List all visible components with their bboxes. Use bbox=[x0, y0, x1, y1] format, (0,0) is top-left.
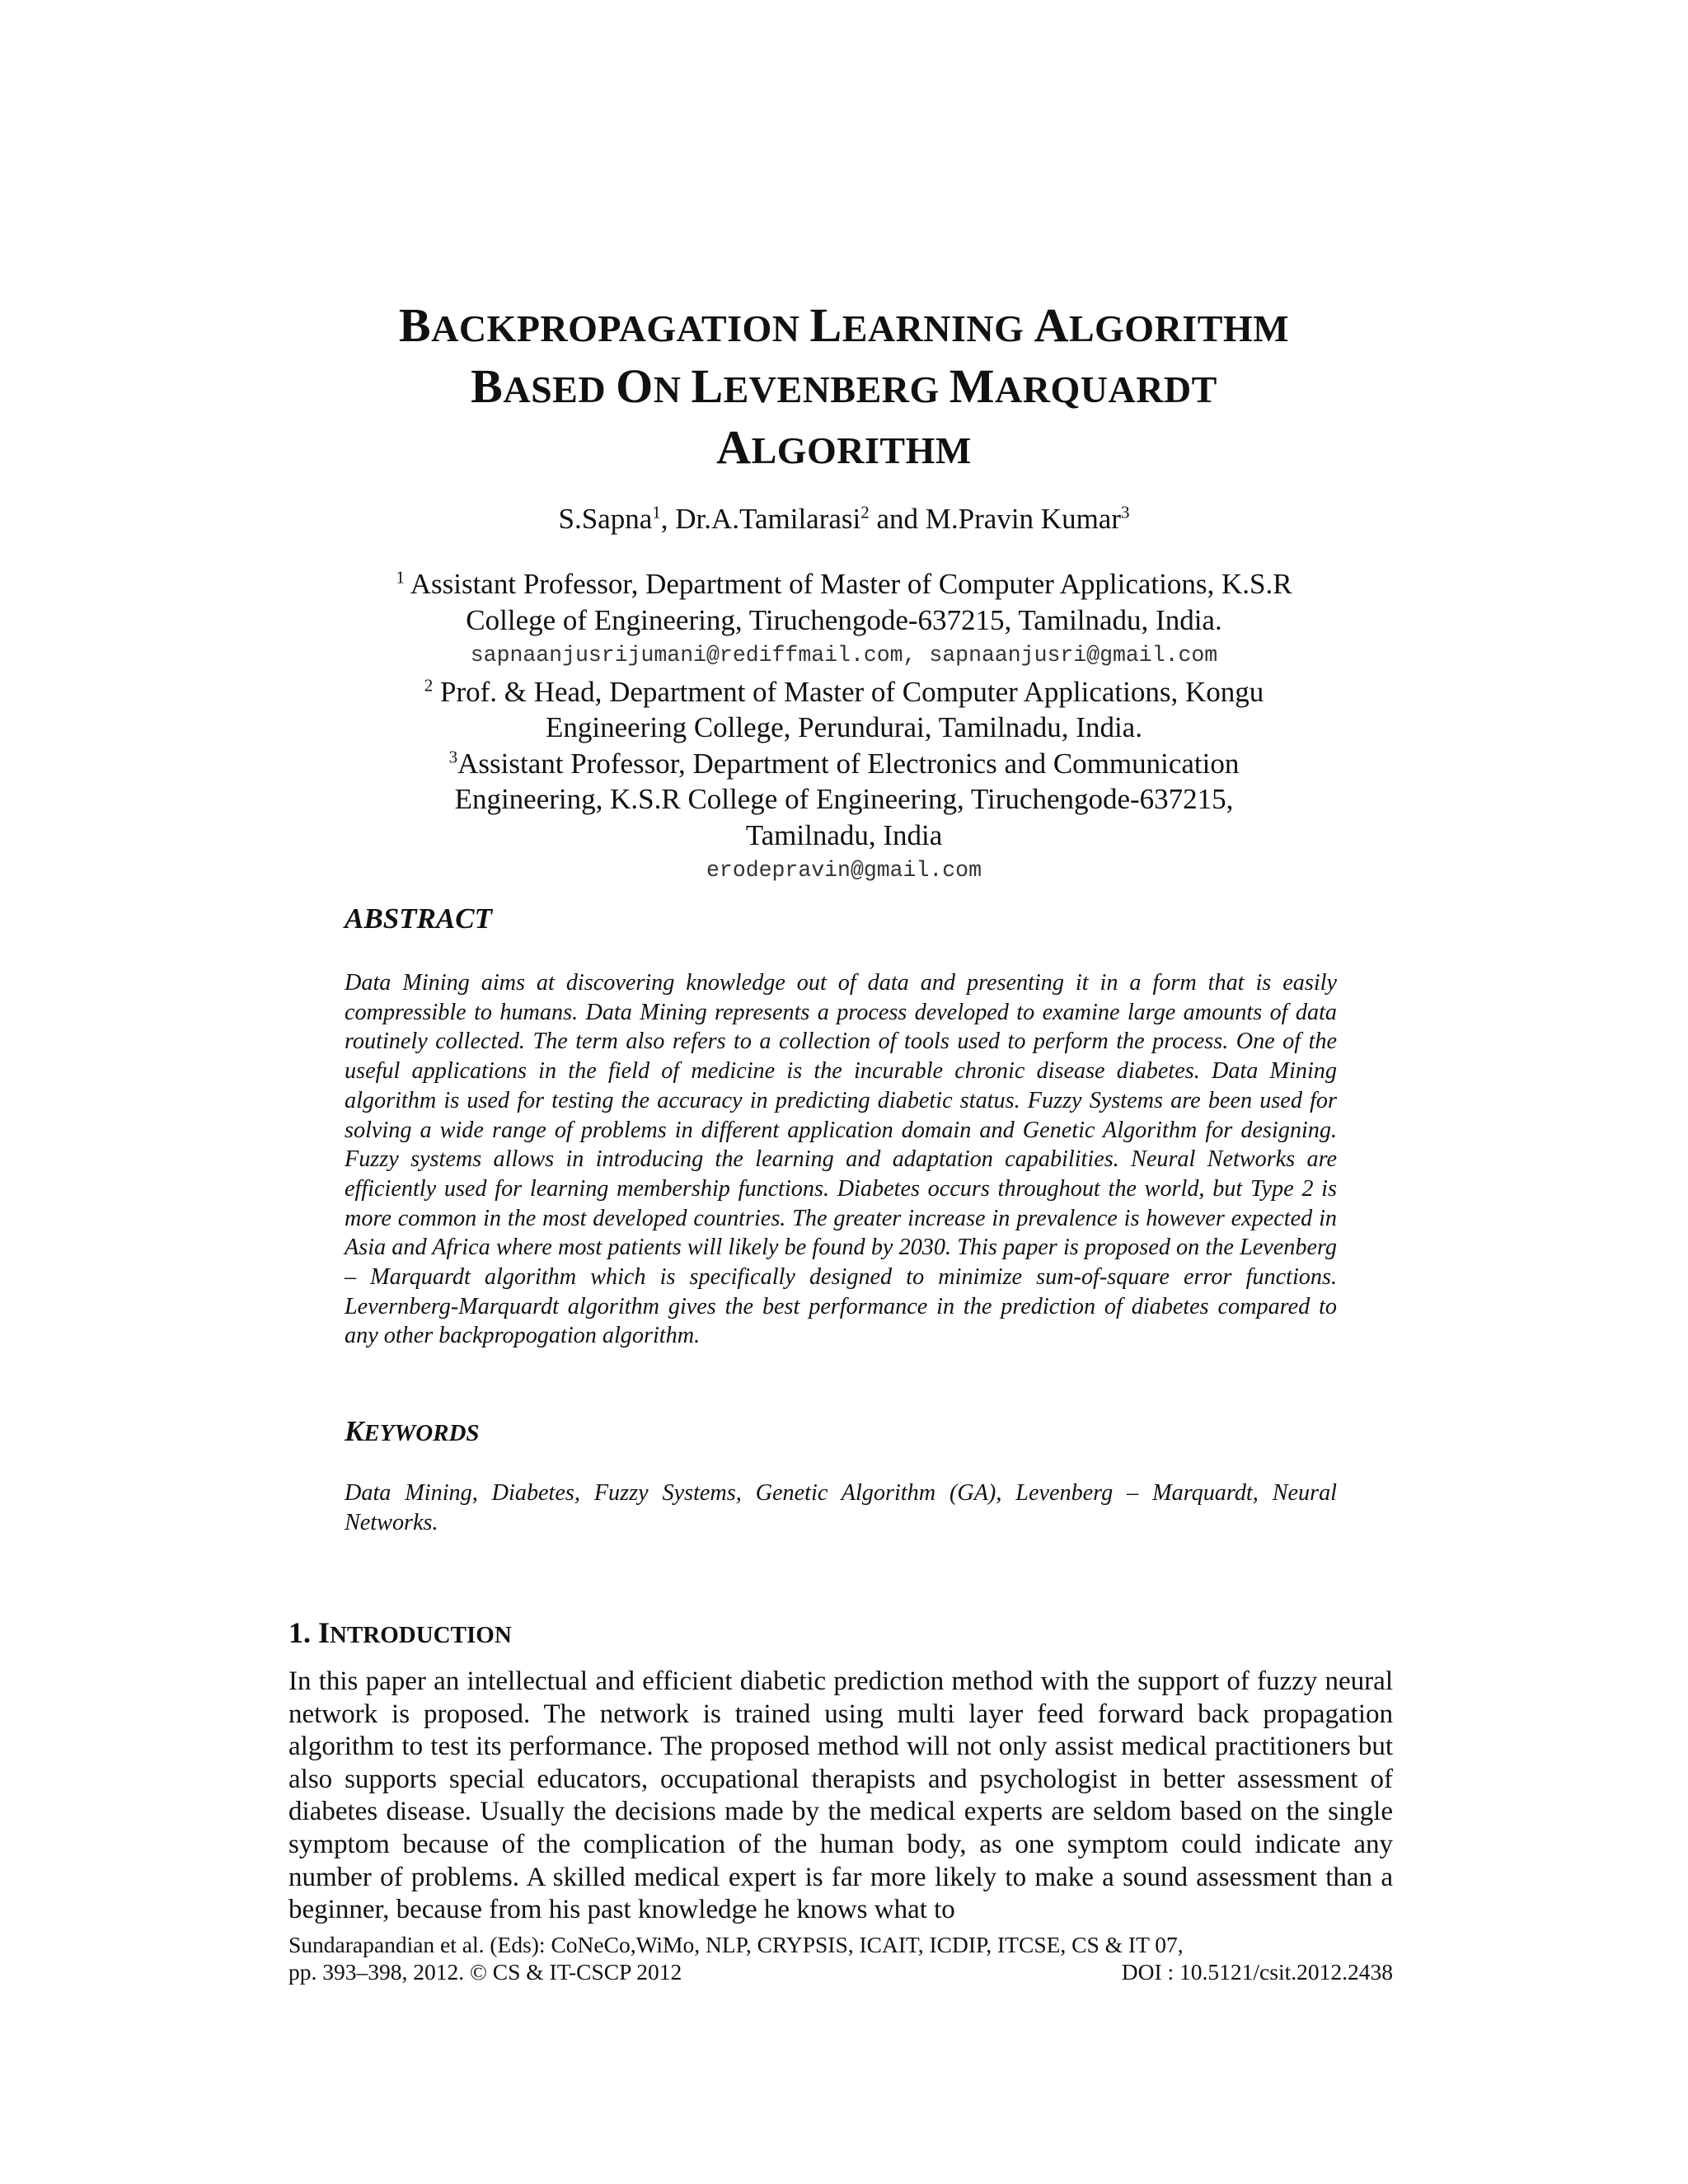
affiliation-3-line-1: $^3$Assistant Professor, Department of Electronics and Communication bbox=[448, 746, 1240, 780]
author-affil-marker: 1 bbox=[652, 502, 661, 523]
affiliation-2-line-2: Engineering College, Perundurai, Tamilnadu, India. bbox=[546, 711, 1142, 743]
affiliation-3-email: erodepravin@gmail.com bbox=[706, 858, 982, 883]
affiliation-3-line-2: Engineering, K.S.R College of Engineering, Tiruchengode-637215, bbox=[454, 783, 1234, 815]
title-line-1: BACKPROPAGATION LEARNING ALGORITHM bbox=[398, 298, 1290, 352]
affiliation-1-email: sapnaanjusrijumani@rediffmail.com, sapnaanjusri@gmail.com bbox=[470, 643, 1218, 668]
title-line-3: ALGORITHM bbox=[716, 420, 972, 474]
footer-doi: DOI : 10.5121/csit.2012.2438 bbox=[1121, 1959, 1393, 1985]
page-footer bbox=[288, 1931, 1393, 1985]
footer-citation: Sundarapandian et al. (Eds): CoNeCo,WiMo, NLP, CRYPSIS, ICAIT, ICDIP, ITCSE, CS & IT 07, bbox=[288, 1932, 1184, 1957]
author-name: Dr.A.Tamilarasi bbox=[675, 503, 861, 535]
author-affil-marker: 2 bbox=[860, 502, 870, 523]
introduction-text: In this paper an intellectual and efficient diabetic prediction method with the support of fuzzy neural network is proposed. The network is trained using multi layer feed forward back propagation algorithm to test its performance. The proposed method will not only assist medical practitioners but also supports special educators, occupational therapists and psychologist in better assessment of diabetes disease. Usually the decisions made by the medical experts are seldom based on the single symptom because of the complication of the human body, as one symptom could indicate any number of problems. A skilled medical expert is far more likely to make a sound assessment than a beginner, because from his past knowledge he knows what to bbox=[288, 1666, 1393, 1925]
author-name: M.Pravin Kumar bbox=[925, 503, 1121, 535]
footer-row bbox=[288, 1958, 1393, 1985]
abstract-text: Data Mining aims at discovering knowledge out of data and presenting it in a form that is easily compressible to humans. Data Mining represents a process developed to examine large amounts of data routinely collected. The term also refers to a collection of tools used to perform the process. One of the useful applications in the field of medicine is the incurable chronic disease diabetes. Data Mining algorithm is used for testing the accuracy in predicting diabetic status. Fuzzy Systems are been used for solving a wide range of problems in different application domain and Genetic Algorithm for designing. Fuzzy systems allows in introducing the learning and adaptation capabilities. Neural Networks are efficiently used for learning membership functions. Diabetes occurs throughout the world, but Type 2 is more common in the most developed countries. The greater increase in prevalence is however expected in Asia and Africa where most patients will likely be found by 2030. This paper is proposed on the Levenberg – Marquardt algorithm which is specifically designed to minimize sum-of-square error functions. Levernberg-Marquardt algorithm gives the best performance in the prediction of diabetes compared to any other backpropogation algorithm. bbox=[345, 970, 1337, 1349]
paper-title bbox=[330, 297, 1358, 480]
author-list: S.Sapna$^1$, Dr.A.Tamilarasi$^2$ and M.Pravin Kumar$^3$ bbox=[558, 502, 1130, 535]
abstract-heading: ABSTRACT bbox=[345, 902, 492, 935]
introduction-heading: 1. INTRODUCTION bbox=[288, 1616, 512, 1649]
author-name: S.Sapna bbox=[558, 503, 653, 535]
keywords-text: Data Mining, Diabetes, Fuzzy Systems, Genetic Algorithm (GA), Levenberg – Marquardt, Neural Networks. bbox=[345, 1480, 1337, 1535]
footer-pages-copyright: pp. 393–398, 2012. © CS & IT-CSCP 2012 bbox=[288, 1959, 682, 1985]
affiliation-1-line-1: $^1$ Assistant Professor, Department of Master of Computer Applications, K.S.R bbox=[396, 567, 1292, 600]
title-line-2: BASED ON LEVENBERG MARQUARDT bbox=[471, 359, 1217, 413]
affiliations bbox=[330, 566, 1358, 889]
affiliation-3-line-3: Tamilnadu, India bbox=[745, 818, 943, 851]
author-affil-marker: 3 bbox=[1121, 502, 1130, 523]
affiliation-1-line-2: College of Engineering, Tiruchengode-637215, Tamilnadu, India. bbox=[466, 603, 1222, 636]
affiliation-2-line-1: $^2$ Prof. & Head, Department of Master of Computer Applications, Kongu bbox=[424, 674, 1264, 708]
keywords-heading: KEYWORDS bbox=[345, 1415, 480, 1447]
